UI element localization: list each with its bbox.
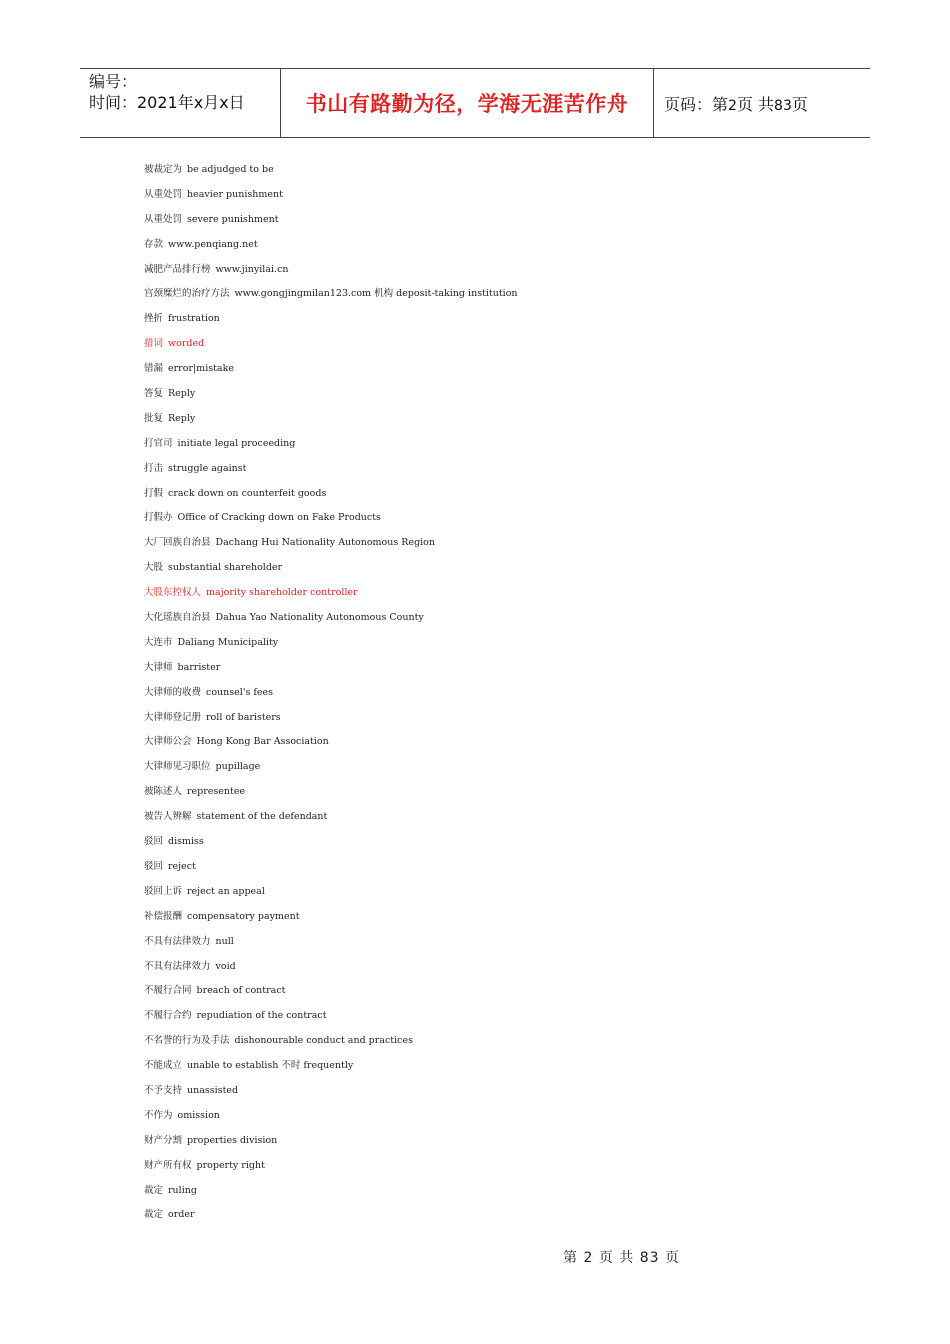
entry-english-term: severe punishment — [187, 213, 279, 225]
glossary-entry — [144, 606, 844, 631]
entry-english-term: reject an appeal — [187, 885, 265, 897]
entry-english-term: roll of baristers — [206, 711, 281, 723]
glossary-entry — [144, 382, 844, 407]
footer-current: 2 — [583, 1250, 594, 1266]
glossary-entry — [144, 506, 844, 531]
entry-english-term: reject — [168, 860, 196, 872]
glossary-entry — [144, 855, 844, 880]
glossary-entry — [144, 1029, 844, 1054]
glossary-entry — [144, 681, 844, 706]
entry-chinese-term: 不具有法律效力 — [144, 935, 211, 947]
glossary-entry — [144, 1179, 844, 1204]
glossary-entry — [144, 1154, 844, 1179]
header-page-suffix: 页 — [791, 94, 808, 114]
glossary-entry — [144, 979, 844, 1004]
glossary-entry — [144, 407, 844, 432]
glossary-entry — [144, 805, 844, 830]
glossary-entry — [144, 556, 844, 581]
footer-mid: 页 共 — [598, 1250, 635, 1266]
entry-chinese-term: 不能成立 — [144, 1060, 183, 1072]
entry-chinese-term: 大厂回族自治县 — [144, 537, 211, 549]
entry-english-term: barrister — [177, 661, 221, 673]
glossary-entry — [144, 307, 844, 332]
entry-english-term: Office of Cracking down on Fake Products — [177, 512, 381, 524]
entry-chinese-term: 答复 — [144, 388, 164, 400]
header-page-total: 83 — [774, 97, 792, 114]
entry-chinese-term: 大股 — [144, 562, 164, 574]
glossary-entry — [144, 631, 844, 656]
motto: 书山有路勤为径，学海无涯苦作舟 — [305, 92, 629, 116]
entry-chinese-term: 财产分割 — [144, 1134, 183, 1146]
glossary-entry — [144, 1129, 844, 1154]
glossary-entry — [144, 1203, 844, 1228]
entry-english-term: www.gongjingmilan123.com 机构 deposit-taking institution — [234, 288, 518, 300]
entry-chinese-term: 不名誉的行为及手法 — [144, 1035, 230, 1047]
glossary-entry — [144, 332, 844, 357]
header-meta-cell — [80, 69, 281, 137]
glossary-entry — [144, 780, 844, 805]
entry-chinese-term: 大连市 — [144, 636, 173, 648]
entry-english-term: www.penqiang.net — [168, 238, 258, 250]
entry-chinese-term: 被告人辨解 — [144, 811, 192, 823]
entry-chinese-term: 打官司 — [144, 437, 173, 449]
entry-chinese-term: 不予支持 — [144, 1084, 183, 1096]
glossary-entry — [144, 482, 844, 507]
entry-english-term: breach of contract — [196, 985, 286, 997]
entry-chinese-term: 财产所有权 — [144, 1159, 192, 1171]
entry-chinese-term: 大律师的收费 — [144, 686, 202, 698]
footer-prefix: 第 — [563, 1250, 578, 1266]
glossary-entry — [144, 357, 844, 382]
glossary-entry — [144, 282, 844, 307]
entry-chinese-term: 挫折 — [144, 313, 164, 325]
glossary-entry — [144, 930, 844, 955]
entry-english-term: representee — [187, 786, 246, 798]
entry-english-term: frustration — [168, 313, 220, 325]
entry-english-term: property right — [196, 1159, 265, 1171]
entry-chinese-term: 驳回上诉 — [144, 885, 183, 897]
header-page-prefix: 页码：第 — [664, 94, 729, 114]
glossary-entry — [144, 730, 844, 755]
header-motto-cell — [281, 69, 654, 137]
number-label: 编号： — [89, 72, 138, 91]
entry-chinese-term: 驳回 — [144, 836, 164, 848]
footer-suffix: 页 — [665, 1250, 681, 1266]
entry-chinese-term: 存款 — [144, 238, 164, 250]
entry-chinese-term: 打假办 — [144, 512, 173, 524]
header-page-cell — [654, 69, 870, 137]
entry-chinese-term: 驳回 — [144, 860, 164, 872]
glossary-entry — [144, 1054, 844, 1079]
entry-english-term: initiate legal proceeding — [177, 437, 296, 449]
entry-english-term: dishonourable conduct and practices — [234, 1035, 413, 1047]
entry-english-term: Hong Kong Bar Association — [196, 736, 329, 748]
entry-english-term: statement of the defendant — [196, 811, 328, 823]
entry-english-term: compensatory payment — [187, 910, 300, 922]
glossary-entry — [144, 755, 844, 780]
entry-english-term: majority shareholder controller — [206, 587, 358, 599]
header-page-current: 2 — [728, 97, 737, 114]
entry-english-term: www.jinyilai.cn — [215, 263, 289, 275]
entry-english-term: worded — [168, 338, 205, 350]
glossary-entry — [144, 432, 844, 457]
entry-english-term: error|mistake — [168, 363, 234, 375]
entry-chinese-term: 大化瑶族自治县 — [144, 612, 211, 624]
entry-english-term: void — [215, 960, 236, 972]
glossary-entry — [144, 1104, 844, 1129]
entry-chinese-term: 打假 — [144, 487, 164, 499]
entry-english-term: Reply — [168, 412, 196, 424]
glossary-entry — [144, 656, 844, 681]
entry-english-term: substantial shareholder — [168, 562, 283, 574]
glossary-entry — [144, 830, 844, 855]
entry-chinese-term: 裁定 — [144, 1184, 164, 1196]
entry-chinese-term: 不作为 — [144, 1109, 173, 1121]
time-label: 时间：2021年x月x日 — [89, 93, 245, 112]
entry-english-term: crack down on counterfeit goods — [168, 487, 327, 499]
entry-english-term: be adjudged to be — [187, 164, 274, 175]
glossary-entry — [144, 905, 844, 930]
glossary-entry — [144, 880, 844, 905]
entry-chinese-term: 被裁定为 — [144, 164, 183, 175]
entry-chinese-term: 补偿报酬 — [144, 910, 183, 922]
glossary-entry — [144, 706, 844, 731]
entry-english-term: struggle against — [168, 462, 247, 474]
entry-english-term: omission — [177, 1109, 220, 1121]
entry-english-term: repudiation of the contract — [196, 1010, 327, 1022]
entry-chinese-term: 打击 — [144, 462, 164, 474]
entry-chinese-term: 错漏 — [144, 363, 164, 375]
entry-english-term: Dachang Hui Nationality Autonomous Region — [215, 537, 436, 549]
entry-english-term: null — [215, 935, 234, 947]
glossary-entry — [144, 1004, 844, 1029]
entry-english-term: order — [168, 1209, 195, 1221]
glossary-entry — [144, 233, 844, 258]
entry-chinese-term: 大律师见习职位 — [144, 761, 211, 773]
header-page-info — [664, 92, 808, 115]
header-page-mid: 页 共 — [736, 94, 775, 114]
entry-english-term: pupillage — [215, 761, 261, 773]
footer-page-info — [563, 1247, 680, 1267]
entry-chinese-term: 从重处罚 — [144, 188, 183, 200]
entry-chinese-term: 从重处罚 — [144, 213, 183, 225]
entry-english-term: Dahua Yao Nationality Autonomous County — [215, 612, 424, 624]
entry-chinese-term: 减肥产品排行榜 — [144, 263, 211, 275]
glossary-entry — [144, 955, 844, 980]
entry-english-term: Daliang Municipality — [177, 636, 279, 648]
entry-chinese-term: 被陈述人 — [144, 786, 183, 798]
glossary-entry — [144, 581, 844, 606]
glossary-entry — [144, 258, 844, 283]
entry-english-term: properties division — [187, 1134, 278, 1146]
entry-english-term: unassisted — [187, 1084, 239, 1096]
entry-english-term: unable to establish 不时 frequently — [187, 1060, 354, 1072]
glossary-entry — [144, 183, 844, 208]
entry-chinese-term: 宫颈糜烂的治疗方法 — [144, 288, 230, 300]
glossary-list — [144, 158, 844, 1228]
entry-english-term: heavier punishment — [187, 188, 283, 200]
entry-chinese-term: 不履行合同 — [144, 985, 192, 997]
entry-english-term: counsel's fees — [206, 686, 273, 698]
entry-chinese-term: 批复 — [144, 412, 164, 424]
entry-english-term: ruling — [168, 1184, 197, 1196]
glossary-entry — [144, 1079, 844, 1104]
entry-english-term: dismiss — [168, 836, 204, 848]
entry-chinese-term: 大股东控权人 — [144, 587, 202, 599]
entry-chinese-term: 大律师登记册 — [144, 711, 202, 723]
entry-chinese-term: 裁定 — [144, 1209, 164, 1221]
footer-total: 83 — [639, 1250, 660, 1266]
page-header — [80, 68, 870, 138]
entry-chinese-term: 不具有法律效力 — [144, 960, 211, 972]
glossary-entry — [144, 531, 844, 556]
glossary-entry — [144, 457, 844, 482]
entry-english-term: Reply — [168, 388, 196, 400]
entry-chinese-term: 措词 — [144, 338, 164, 350]
entry-chinese-term: 大律师 — [144, 661, 173, 673]
glossary-entry — [144, 208, 844, 233]
entry-chinese-term: 不履行合约 — [144, 1010, 192, 1022]
entry-chinese-term: 大律师公会 — [144, 736, 192, 748]
glossary-entry — [144, 158, 844, 183]
